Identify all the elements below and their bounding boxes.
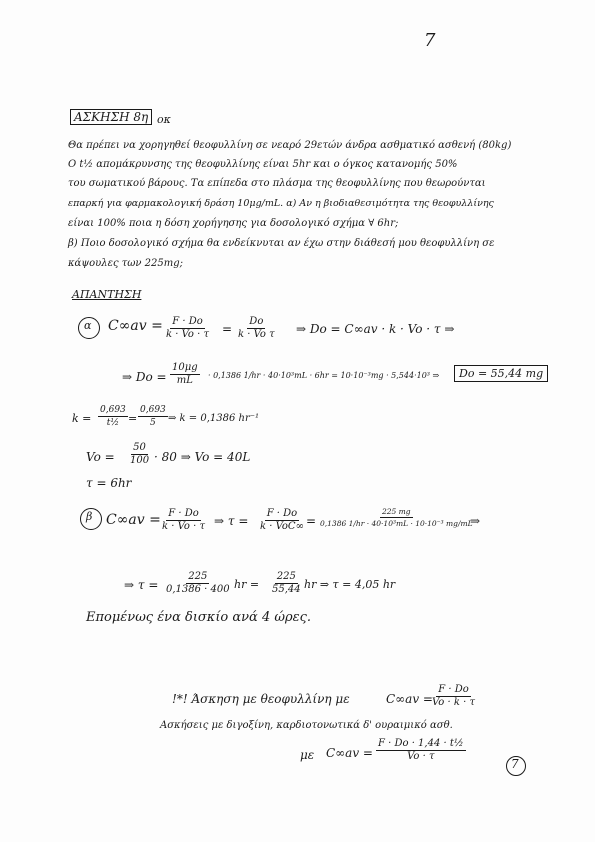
- fraction: [164, 571, 232, 596]
- eq-lhs: C∞av =: [106, 512, 161, 528]
- eq-lead: ⇒ τ =: [124, 578, 159, 592]
- fraction: [430, 684, 477, 709]
- fraction-denominator: mL: [176, 375, 193, 386]
- fraction-numerator: Do: [249, 316, 264, 327]
- fraction-numerator: 10μg: [172, 362, 198, 373]
- fraction-denominator: Vo · k · τ: [432, 697, 475, 708]
- fraction-numerator: 225: [276, 571, 296, 582]
- eq-lead: k =: [72, 412, 92, 425]
- fraction: [318, 506, 475, 529]
- fraction-numerator: 50: [133, 442, 146, 453]
- problem-line: Ο t½ απομάκρυνσης της θεοφυλλίνης είναι 5hr και ο όγκος κατανομής 50%: [68, 159, 458, 170]
- note-prefix: !*! Άσκηση με θεοφυλλίνη με: [172, 692, 350, 706]
- page-number-top: 7: [424, 30, 436, 51]
- fraction-denominator: 5: [150, 418, 156, 428]
- eq-rhs: ⇒ k = 0,1386 hr⁻¹: [168, 413, 260, 424]
- check-mark: οκ: [157, 113, 171, 126]
- fraction: [128, 442, 151, 467]
- fraction-denominator: 0,1386 · 400: [166, 584, 230, 595]
- fraction-denominator: k · Vo · τ: [166, 329, 209, 340]
- exercise-title: ΑΣΚΗΣΗ 8η: [70, 109, 152, 125]
- fraction: [170, 362, 200, 387]
- fraction: [258, 508, 306, 533]
- fraction-denominator: Vo · τ: [407, 751, 435, 762]
- equation-tau: τ = 6hr: [86, 476, 132, 490]
- fraction-denominator: 100: [130, 455, 150, 466]
- fraction-denominator: k · Vo · τ: [162, 521, 205, 532]
- note-line: Ασκήσεις με διγοξίνη, καρδιοτονωτικά δ' ουραιμικό ασθ.: [160, 720, 453, 731]
- note-lead: με: [300, 748, 315, 762]
- answer-heading: ΑΠΑΝΤΗΣΗ: [72, 288, 142, 301]
- page-number-bottom: 7: [511, 757, 519, 771]
- fraction-denominator: 0,1386 1/hr · 40·10³mL · 10·10⁻³ mg/mL: [320, 519, 473, 528]
- fraction-numerator: F · Do: [168, 508, 199, 519]
- fraction: [164, 316, 211, 341]
- fraction-denominator: k · VoC∞: [260, 521, 304, 532]
- problem-line: Θα πρέπει να χορηγηθεί θεοφυλλίνη σε νεαρό 29ετών άνδρα ασθματικό ασθενή (80kg): [68, 140, 512, 151]
- eq-sign: =: [306, 514, 317, 528]
- fraction-numerator: F · Do: [172, 316, 203, 327]
- fraction-numerator: F · Do: [438, 684, 469, 695]
- eq-lead: ⇒ Do =: [122, 370, 167, 384]
- fraction-numerator: 225 mg: [381, 507, 411, 516]
- problem-line: επαρκή για φαρμακολογική δράση 10μg/mL. α) Αν η βιοδιαθεσιμότητα της θεοφυλλίνης: [68, 198, 494, 209]
- eq-mid: hr =: [234, 578, 260, 591]
- part-a-label: α: [84, 319, 92, 332]
- eq-rhs: ⇒: [470, 514, 481, 528]
- fraction-denominator: 55,44: [272, 584, 301, 595]
- problem-line: είναι 100% ποια η δόση χορήγησης για δοσολογικό σχήμα ∀ 6hr;: [68, 218, 399, 229]
- fraction-numerator: 0,693: [140, 405, 166, 415]
- result-box: Do = 55,44 mg: [454, 365, 548, 382]
- eq-rhs: hr ⇒ τ = 4,05 hr: [304, 578, 396, 591]
- fraction-numerator: 225: [188, 571, 208, 582]
- fraction: [138, 404, 168, 429]
- fraction: [160, 508, 207, 533]
- fraction-numerator: 0,693: [100, 405, 126, 415]
- fraction: [98, 404, 128, 429]
- part-b-label: β: [86, 510, 93, 523]
- note-formula-lhs: C∞av =: [326, 746, 373, 760]
- problem-line: κάψουλες των 225mg;: [68, 258, 184, 269]
- conclusion: Επομένως ένα δισκίο ανά 4 ώρες.: [86, 610, 311, 625]
- eq-rhs: ⇒ Do = C∞av · k · Vo · τ ⇒: [296, 322, 455, 336]
- fraction-denominator: k · Vo τ: [238, 329, 275, 340]
- fraction-numerator: F · Do: [266, 508, 298, 519]
- note-formula-lhs: C∞av =: [386, 692, 433, 706]
- fraction-denominator: t½: [106, 418, 120, 428]
- eq-mid: ⇒ τ =: [214, 514, 249, 528]
- fraction-numerator: F · Do · 1,44 · t½: [378, 738, 464, 749]
- eq-rest: · 0,1386 1/hr · 40·10³mL · 6hr = 10·10⁻³mg · 5,544·10³ ⇒: [208, 371, 440, 380]
- fraction: [376, 738, 466, 763]
- fraction: [270, 571, 303, 596]
- problem-line: του σωματικού βάρους. Τα επίπεδα στο πλάσμα της θεοφυλλίνης που θεωρούνται: [68, 178, 486, 189]
- eq-rhs: · 80 ⇒ Vo = 40L: [154, 450, 251, 464]
- eq-sign: =: [128, 412, 138, 425]
- eq-lead: Vo =: [86, 450, 115, 464]
- fraction: [236, 316, 277, 341]
- eq-sign: =: [222, 322, 233, 336]
- eq-lhs: C∞av =: [108, 318, 163, 334]
- problem-line: β) Ποιο δοσολογικό σχήμα θα ενδείκνυται αν έχω στην διάθεσή μου θεοφυλλίνη σε: [68, 238, 495, 249]
